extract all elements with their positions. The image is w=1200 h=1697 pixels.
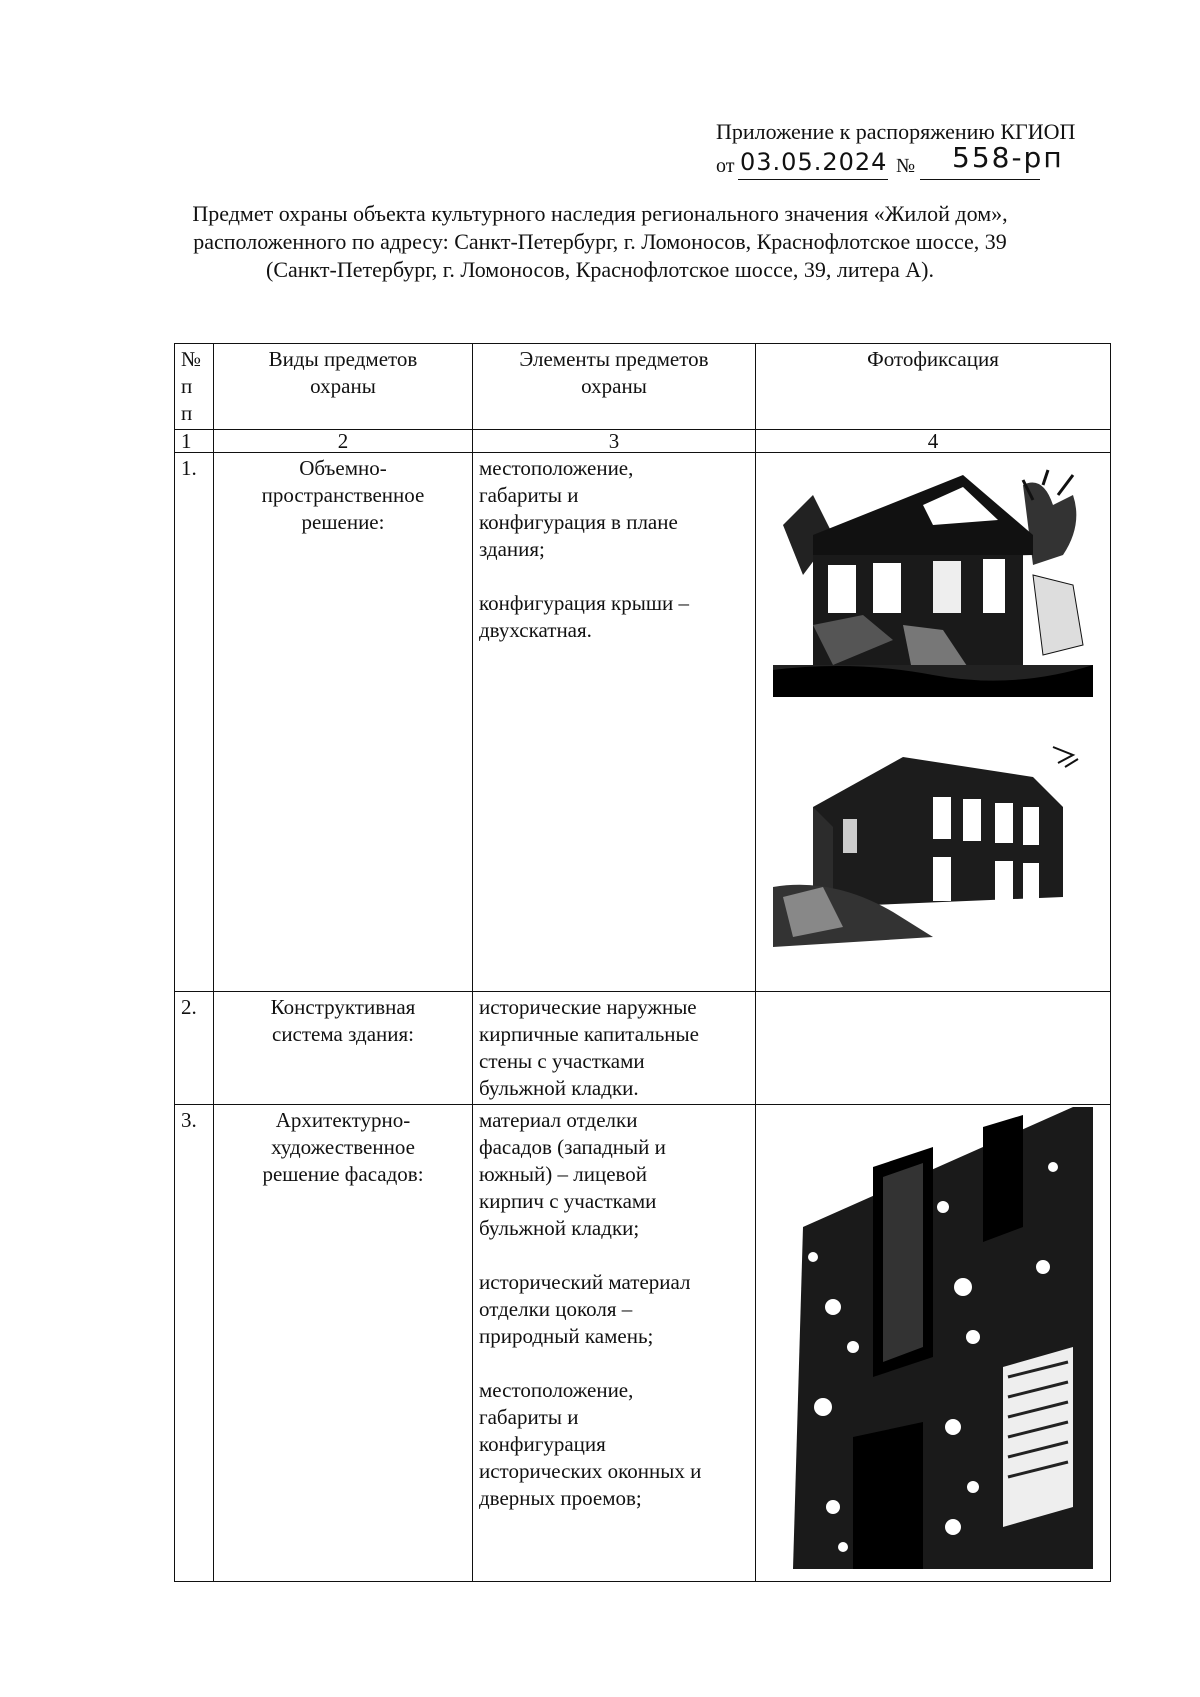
element-paragraph: местоположение, габариты и конфигурация в плане здания; xyxy=(479,456,678,561)
handwritten-date: 03.05.2024 xyxy=(740,148,888,176)
row-kind: Архитектурно- художественное решение фасадов: xyxy=(214,1105,473,1582)
column-number: 3 xyxy=(473,430,756,453)
number-underline xyxy=(920,179,1040,180)
facade-closeup-photo xyxy=(773,1107,1093,1569)
table-header-row xyxy=(175,344,1111,430)
protection-table xyxy=(174,343,1111,1582)
row-number: 1. xyxy=(175,453,214,992)
row-photos xyxy=(756,453,1111,992)
title-line: (Санкт-Петербург, г. Ломоносов, Краснофлотское шоссе, 39, литера А). xyxy=(266,257,934,282)
title-line: Предмет охраны объекта культурного наследия регионального значения «Жилой дом», xyxy=(192,201,1008,226)
column-number: 1 xyxy=(175,430,214,453)
house-photo-2 xyxy=(773,737,1093,947)
element-paragraph: материал отделки фасадов (западный и южный) – лицевой кирпич с участками бульжной кладки; xyxy=(479,1108,666,1240)
table-row xyxy=(175,1105,1111,1582)
row-photos xyxy=(756,1105,1111,1582)
header-photo: Фотофиксация xyxy=(756,344,1111,430)
element-paragraph: местоположение, габариты и конфигурация исторических оконных и дверных проемов; xyxy=(479,1378,702,1510)
row-photos xyxy=(756,992,1111,1105)
row-number: 3. xyxy=(175,1105,214,1582)
appendix-header xyxy=(716,118,1075,180)
title-line: расположенного по адресу: Санкт-Петербург, г. Ломоносов, Краснофлотское шоссе, 39 xyxy=(193,229,1007,254)
column-number-row xyxy=(175,430,1111,453)
header-kinds: Виды предметов охраны xyxy=(214,344,473,430)
header-number: № п п xyxy=(175,344,214,430)
table-row xyxy=(175,453,1111,992)
handwritten-number: 558-рп xyxy=(952,141,1064,174)
row-elements xyxy=(473,1105,756,1582)
from-prefix: от xyxy=(716,155,735,177)
document-title xyxy=(150,200,1050,284)
house-photo-1 xyxy=(773,465,1093,697)
row-number: 2. xyxy=(175,992,214,1105)
number-sign: № xyxy=(896,155,916,177)
row-elements xyxy=(473,992,756,1105)
appendix-date-number xyxy=(716,141,1075,180)
column-number: 2 xyxy=(214,430,473,453)
row-kind: Конструктивная система здания: xyxy=(214,992,473,1105)
element-paragraph: конфигурация крыши – двухскатная. xyxy=(479,591,690,642)
row-elements xyxy=(473,453,756,992)
appendix-line: Приложение к распоряжению КГИОП xyxy=(716,119,1076,144)
element-paragraph: исторический материал отделки цоколя – природный камень; xyxy=(479,1270,691,1348)
header-elements: Элементы предметов охраны xyxy=(473,344,756,430)
date-underline xyxy=(738,179,888,180)
column-number: 4 xyxy=(756,430,1111,453)
element-paragraph: исторические наружные кирпичные капитальные стены с участками бульжной кладки. xyxy=(479,995,699,1100)
table-row xyxy=(175,992,1111,1105)
row-kind: Объемно- пространственное решение: xyxy=(214,453,473,992)
